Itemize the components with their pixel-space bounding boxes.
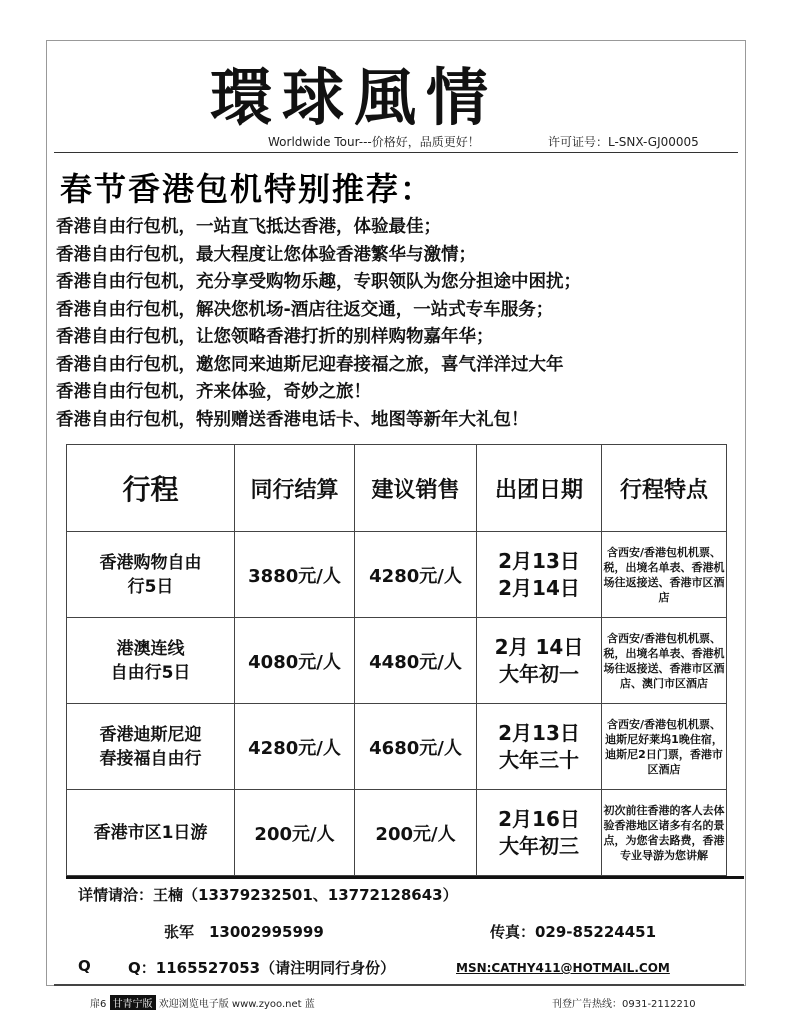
tour-name-line: 香港迪斯尼迎 xyxy=(99,724,202,745)
retail-price: 200元/人 xyxy=(355,790,477,876)
edition-mark: 蓝 xyxy=(304,999,315,1010)
col-header-features: 行程特点 xyxy=(602,445,727,532)
retail-price: 4480元/人 xyxy=(355,618,477,704)
contact-divider xyxy=(66,876,744,879)
table-row xyxy=(67,790,727,876)
header-divider xyxy=(54,152,738,153)
contact-secondary: 张军 13002995999 xyxy=(164,923,324,941)
feature-line: 香港自由行包机，邀您同来迪斯尼迎春接福之旅，喜气洋洋过大年 xyxy=(56,354,564,375)
tour-name xyxy=(67,618,235,704)
footer-left xyxy=(90,995,315,1010)
col-header-retail: 建议销售 xyxy=(355,445,477,532)
feature-list xyxy=(56,214,581,434)
departure-date xyxy=(477,704,602,790)
edition-badge: 甘青宁版 xyxy=(110,995,156,1010)
date-line: 大年初三 xyxy=(499,833,579,858)
feature-line: 香港自由行包机，最大程度让您体验香港繁华与激情； xyxy=(56,244,476,265)
qq-number: Q：1165527053（请注明同行身份） xyxy=(128,959,396,977)
tour-name-line: 香港购物自由 xyxy=(99,552,202,573)
tour-table xyxy=(66,444,727,876)
date-line: 大年初一 xyxy=(499,661,579,686)
retail-price: 4680元/人 xyxy=(355,704,477,790)
headline: 春节香港包机特别推荐： xyxy=(60,170,435,208)
brand-title: 環球風情 xyxy=(210,61,499,134)
col-header-wholesale: 同行结算 xyxy=(235,445,355,532)
ad-hotline: 刊登广告热线：0931-2112210 xyxy=(552,999,696,1010)
wholesale-price: 200元/人 xyxy=(235,790,355,876)
contact-primary: 详情请洽：王楠（13379232501、13772128643） xyxy=(78,886,458,904)
footer-divider xyxy=(54,984,744,986)
feature-line: 香港自由行包机，特别赠送香港电话卡、地图等新年大礼包！ xyxy=(56,409,529,430)
tour-features: 初次前往香港的客人去体验香港地区诸多有名的景点，为您省去路费，香港专业导游为您讲解 xyxy=(602,790,727,876)
wholesale-price: 4080元/人 xyxy=(235,618,355,704)
feature-line: 香港自由行包机，充分享受购物乐趣，专职领队为您分担途中困扰； xyxy=(56,272,581,292)
feature-line: 香港自由行包机，解决您机场-酒店往返交通，一站式专车服务； xyxy=(56,299,554,320)
feature-line: 香港自由行包机，齐来体验，奇妙之旅！ xyxy=(56,382,371,402)
tour-name-line: 香港市区1日游 xyxy=(93,822,208,843)
wholesale-price: 3880元/人 xyxy=(235,532,355,618)
feature-line: 香港自由行包机，让您领略香港打折的别样购物嘉年华； xyxy=(56,327,494,347)
license-number: 许可证号：L-SNX-GJ00005 xyxy=(548,135,699,149)
tour-name xyxy=(67,532,235,618)
wholesale-price: 4280元/人 xyxy=(235,704,355,790)
tagline: Worldwide Tour---价格好，品质更好！ xyxy=(268,135,480,149)
tour-name-line: 春接福自由行 xyxy=(99,748,202,769)
tour-name-line: 港澳连线 xyxy=(116,638,185,659)
date-line: 2月14日 xyxy=(498,575,580,600)
tour-name-line: 行5日 xyxy=(127,576,174,597)
table-row xyxy=(67,532,727,618)
tour-features: 含西安/香港包机机票、税，出境名单表、香港机场往返接送、香港市区酒店、澳门市区酒店 xyxy=(602,618,727,704)
fax-number: 传真：029-85224451 xyxy=(490,923,657,941)
page-number: 扉6 xyxy=(90,999,107,1010)
qq-label: Q xyxy=(78,957,91,975)
feature-line: 香港自由行包机，一站直飞抵达香港，体验最佳； xyxy=(56,217,441,237)
retail-price: 4280元/人 xyxy=(355,532,477,618)
tour-name xyxy=(67,704,235,790)
table-row xyxy=(67,704,727,790)
tour-name xyxy=(67,790,235,876)
date-line: 大年三十 xyxy=(499,747,579,772)
site-text[interactable]: 欢迎浏览电子版 www.zyoo.net xyxy=(158,999,302,1010)
col-header-date: 出团日期 xyxy=(477,445,602,532)
table-header-row xyxy=(67,445,727,532)
date-line: 2月13日 xyxy=(498,720,580,745)
date-line: 2月13日 xyxy=(498,548,580,573)
departure-date xyxy=(477,532,602,618)
date-line: 2月16日 xyxy=(498,806,580,831)
table-row xyxy=(67,618,727,704)
col-header-route: 行程 xyxy=(67,445,235,532)
departure-date xyxy=(477,618,602,704)
date-line: 2月 14日 xyxy=(494,634,584,659)
tour-features: 含西安/香港包机机票、迪斯尼好莱坞1晚住宿，迪斯尼2日门票，香港市区酒店 xyxy=(602,704,727,790)
tour-name-line: 自由行5日 xyxy=(110,662,191,683)
msn-link[interactable]: MSN:CATHY411@HOTMAIL.COM xyxy=(456,961,670,975)
tour-features: 含西安/香港包机机票、税，出境名单表、香港机场往返接送、香港市区酒店 xyxy=(602,532,727,618)
departure-date xyxy=(477,790,602,876)
